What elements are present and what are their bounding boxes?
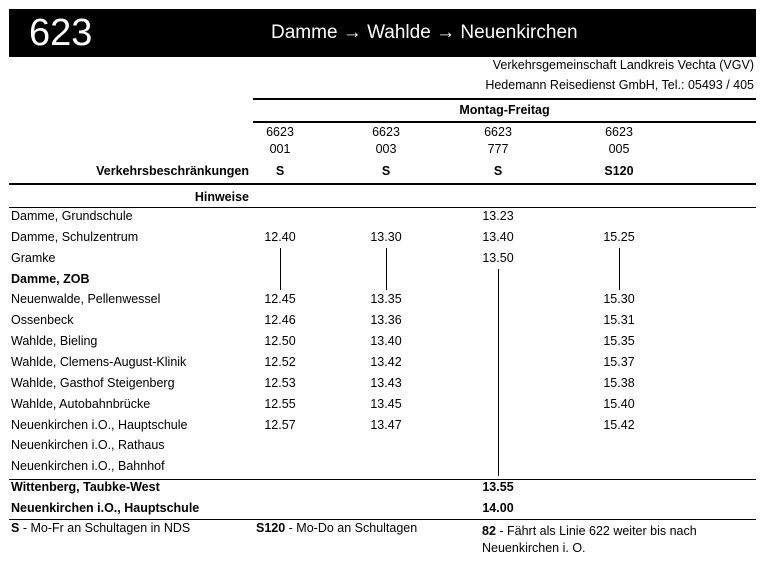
trip-restriction: S xyxy=(493,164,503,178)
header-bar xyxy=(9,9,756,57)
departure-time: 12.57 xyxy=(264,417,296,432)
trip-number: 777 xyxy=(487,142,509,156)
trip-restriction: S xyxy=(381,164,391,178)
departure-time: 12.52 xyxy=(264,354,296,369)
stop-name: Wahlde, Autobahnbrücke xyxy=(11,396,151,411)
departure-time: 15.42 xyxy=(603,417,635,432)
departure-time: 14.00 xyxy=(482,500,514,515)
departure-time: 12.45 xyxy=(264,292,296,307)
trip-number: 001 xyxy=(269,142,291,156)
departure-time: 12.53 xyxy=(264,375,296,390)
route-title: Damme → Wahlde → Neuenkirchen xyxy=(271,22,578,43)
notes-label: Hinweise xyxy=(194,190,249,204)
stop-name: Neuenkirchen i.O., Hauptschule xyxy=(11,417,188,432)
trip-line-number: 6623 xyxy=(605,125,633,139)
pass-through-line xyxy=(619,248,620,290)
divider xyxy=(9,183,756,185)
restrictions-label: Verkehrsbeschränkungen xyxy=(96,164,249,178)
service-days: Montag-Freitag xyxy=(459,103,550,117)
stop-name: Neuenwalde, Pellenwessel xyxy=(11,292,161,307)
stop-name: Neuenkirchen i.O., Rathaus xyxy=(11,438,165,453)
departure-time: 13.23 xyxy=(482,209,514,223)
footnote xyxy=(482,523,752,557)
footnote-code: S xyxy=(11,521,20,535)
departure-time: 13.47 xyxy=(370,417,402,432)
departure-time: 15.40 xyxy=(603,396,635,411)
departure-time: 15.25 xyxy=(603,229,635,244)
operator-line-2: Hedemann Reisedienst GmbH, Tel.: 05493 / 405 xyxy=(485,78,754,92)
stop-name: Damme, Grundschule xyxy=(11,209,133,223)
footnote-text: - Mo-Do an Schultagen xyxy=(285,521,418,535)
trip-restriction: S xyxy=(275,164,285,178)
departure-time: 12.55 xyxy=(264,396,296,411)
departure-time: 13.30 xyxy=(370,229,402,244)
departure-time: 13.36 xyxy=(370,313,402,328)
footnote-text: - Fährt als Linie 622 weiter bis nach Neuenkirchen i. O. xyxy=(482,524,697,555)
stop-name: Ossenbeck xyxy=(11,313,74,328)
stop-name: Damme, Schulzentrum xyxy=(11,229,139,244)
trip-number: 005 xyxy=(608,142,630,156)
departure-time: 15.38 xyxy=(603,375,635,390)
footnote-code: S120 xyxy=(256,521,286,535)
departure-time: 13.55 xyxy=(482,480,514,495)
stop-name: Wahlde, Clemens-August-Klinik xyxy=(11,354,187,369)
departure-time: 15.35 xyxy=(603,334,635,349)
trip-number: 003 xyxy=(375,142,397,156)
operator-line-1: Verkehrsgemeinschaft Landkreis Vechta (VGV) xyxy=(492,58,754,72)
departure-time: 15.31 xyxy=(603,313,635,328)
stop-name: Wahlde, Bieling xyxy=(11,334,98,349)
trip-line-number: 6623 xyxy=(484,125,512,139)
divider xyxy=(9,207,756,208)
departure-time: 13.45 xyxy=(370,396,402,411)
trip-line-number: 6623 xyxy=(266,125,294,139)
divider xyxy=(253,121,756,123)
footnote-text: - Mo-Fr an Schultagen in NDS xyxy=(19,521,191,535)
pass-through-line xyxy=(498,269,499,476)
departure-time: 15.30 xyxy=(603,292,635,307)
departure-time: 13.35 xyxy=(370,292,402,307)
stop-name: Gramke xyxy=(11,250,56,265)
trip-line-number: 6623 xyxy=(372,125,400,139)
departure-time: 13.40 xyxy=(482,229,514,244)
footnote xyxy=(11,520,251,537)
pass-through-line xyxy=(386,248,387,290)
stop-name: Neuenkirchen i.O., Hauptschule xyxy=(11,500,200,515)
departure-time: 12.40 xyxy=(264,229,296,244)
divider xyxy=(253,98,756,100)
stop-name: Wahlde, Gasthof Steigenberg xyxy=(11,375,175,390)
departure-time: 12.46 xyxy=(264,313,296,328)
stop-name: Damme, ZOB xyxy=(11,271,90,286)
departure-time: 13.43 xyxy=(370,375,402,390)
footnote-code: 82 xyxy=(482,524,496,538)
line-number: 623 xyxy=(29,12,93,54)
departure-time: 13.40 xyxy=(370,334,402,349)
departure-time: 15.37 xyxy=(603,354,635,369)
departure-time: 12.50 xyxy=(264,334,296,349)
footnote xyxy=(256,520,476,537)
departure-time: 13.50 xyxy=(482,250,514,265)
pass-through-line xyxy=(280,248,281,290)
stop-name: Wittenberg, Taubke-West xyxy=(11,480,160,495)
stop-name: Neuenkirchen i.O., Bahnhof xyxy=(11,459,165,474)
departure-time: 13.42 xyxy=(370,354,402,369)
trip-restriction: S120 xyxy=(604,164,634,178)
